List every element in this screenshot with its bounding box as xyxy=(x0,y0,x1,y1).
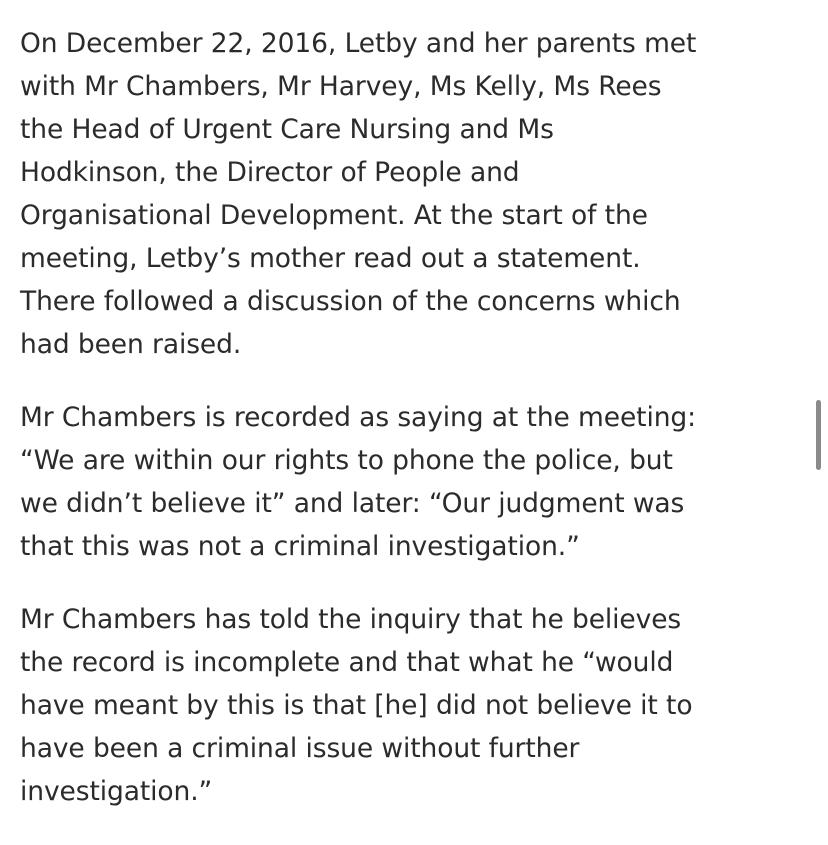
text-line: have meant by this is that [he] did not believe it to xyxy=(20,690,693,721)
text-line: that this was not a criminal investigation.” xyxy=(20,531,580,562)
text-line: Mr Chambers has told the inquiry that he believes xyxy=(20,604,682,635)
text-line: investigation.” xyxy=(20,776,213,807)
text-line: we didn’t believe it” and later: “Our judgment was xyxy=(20,488,685,519)
text-line: the record is incomplete and that what he “would xyxy=(20,647,674,678)
paragraph-meeting xyxy=(20,22,790,366)
article-body xyxy=(20,22,790,843)
paragraph-inquiry xyxy=(20,598,790,813)
paragraph-quote xyxy=(20,396,790,568)
text-line: the Head of Urgent Care Nursing and Ms xyxy=(20,114,554,145)
text-line: Hodkinson, the Director of People and xyxy=(20,157,520,188)
text-line: meeting, Letby’s mother read out a statement. xyxy=(20,243,641,274)
text-line: “We are within our rights to phone the police, but xyxy=(20,445,673,476)
text-line: with Mr Chambers, Mr Harvey, Ms Kelly, Ms Rees xyxy=(20,71,662,102)
text-line: have been a criminal issue without further xyxy=(20,733,580,764)
text-line: There followed a discussion of the concerns which xyxy=(20,286,681,317)
text-line: Organisational Development. At the start of the xyxy=(20,200,648,231)
text-line: had been raised. xyxy=(20,329,242,360)
text-line: Mr Chambers is recorded as saying at the meeting: xyxy=(20,402,696,433)
text-line: On December 22, 2016, Letby and her parents met xyxy=(20,28,697,59)
scrollbar-thumb[interactable] xyxy=(816,400,821,470)
